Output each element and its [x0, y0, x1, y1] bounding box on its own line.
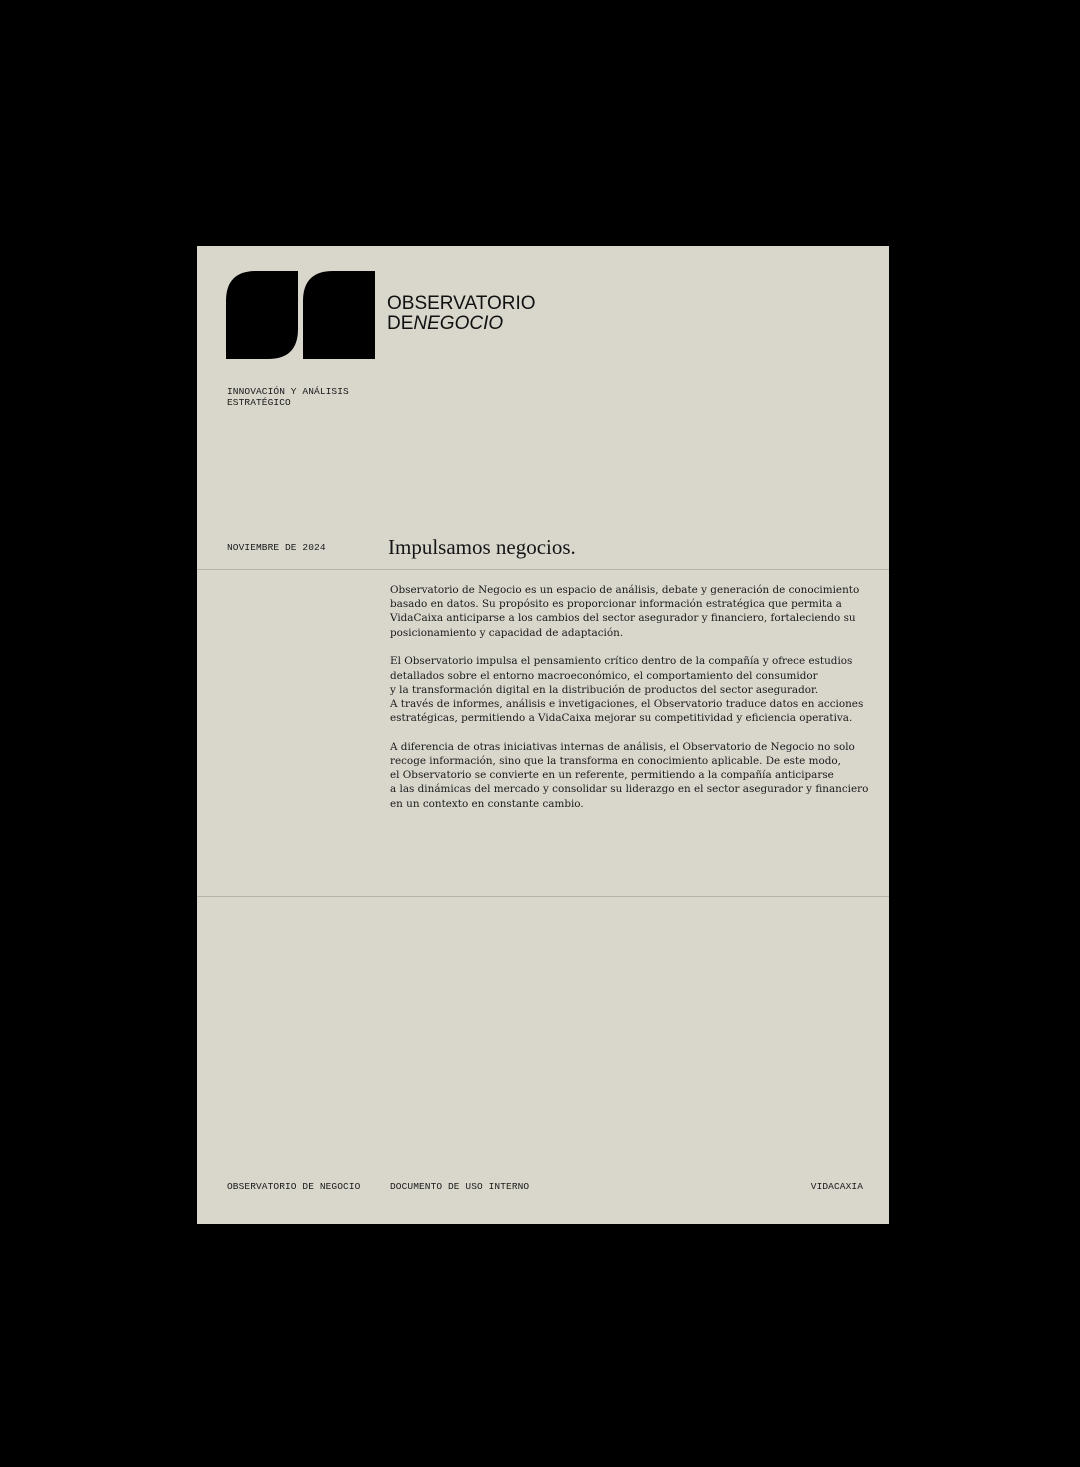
logo-wordmark	[387, 294, 536, 334]
tagline-line: INNOVACIÓN Y ANÁLISIS	[227, 386, 349, 397]
text-line: El Observatorio impulsa el pensamiento crítico dentro de la compañía y ofrece estudios	[390, 655, 853, 668]
text-line: VidaCaixa anticiparse a los cambios del sector asegurador y financiero, fortaleciendo su	[390, 612, 856, 625]
footer-brand: VIDACAXIA	[810, 1181, 863, 1192]
text-line: recoge información, sino que la transforma en conocimiento aplicable. De este modo,	[390, 755, 841, 768]
footer-classification: DOCUMENTO DE USO INTERNO	[390, 1181, 530, 1192]
text-line: y la transformación digital en la distribución de productos del sector asegurador.	[390, 683, 819, 696]
headline: Impulsamos negocios.	[388, 535, 576, 559]
text-line: el Observatorio se convierte en un referente, permitiendo a la compañía anticiparse	[390, 769, 834, 782]
logo-line-2-prefix: DE	[387, 313, 414, 334]
body-text	[390, 583, 869, 825]
logo-line-1: OBSERVATORIO	[387, 293, 536, 314]
paragraph	[390, 583, 860, 640]
text-line: detallados sobre el entorno macroeconómico, el comportamiento del consumidor	[390, 669, 818, 682]
text-line: a las dinámicas del mercado y consolidar su liderazgo en el sector asegurador y financiero	[390, 783, 869, 796]
text-line: basado en datos. Su propósito es proporcionar información estratégica que permita a	[390, 598, 842, 611]
logo-line-2-emphasis: NEGOCIO	[413, 313, 504, 334]
letterhead-page	[197, 246, 889, 1224]
logo-mark-icon	[226, 271, 375, 359]
tagline-line: ESTRATÉGICO	[227, 397, 291, 408]
tagline	[227, 386, 377, 408]
text-line: A diferencia de otras iniciativas internas de análisis, el Observatorio de Negocio no solo	[390, 740, 855, 753]
fold-line	[197, 569, 889, 570]
fold-line	[197, 896, 889, 897]
paragraph	[390, 740, 869, 811]
logo-line-2	[387, 314, 536, 334]
document-date: NOVIEMBRE DE 2024	[227, 542, 326, 553]
footer-organization: OBSERVATORIO DE NEGOCIO	[227, 1181, 361, 1192]
paragraph	[390, 654, 864, 725]
text-line: en un contexto en constante cambio.	[390, 797, 584, 810]
text-line: A través de informes, análisis e invetigaciones, el Observatorio traduce datos en acciones	[390, 697, 864, 710]
text-line: estratégicas, permitiendo a VidaCaixa mejorar su competitividad y eficiencia operativa.	[390, 712, 853, 725]
text-line: posicionamiento y capacidad de adaptación.	[390, 626, 624, 639]
text-line: Observatorio de Negocio es un espacio de análisis, debate y generación de conocimiento	[390, 584, 860, 596]
